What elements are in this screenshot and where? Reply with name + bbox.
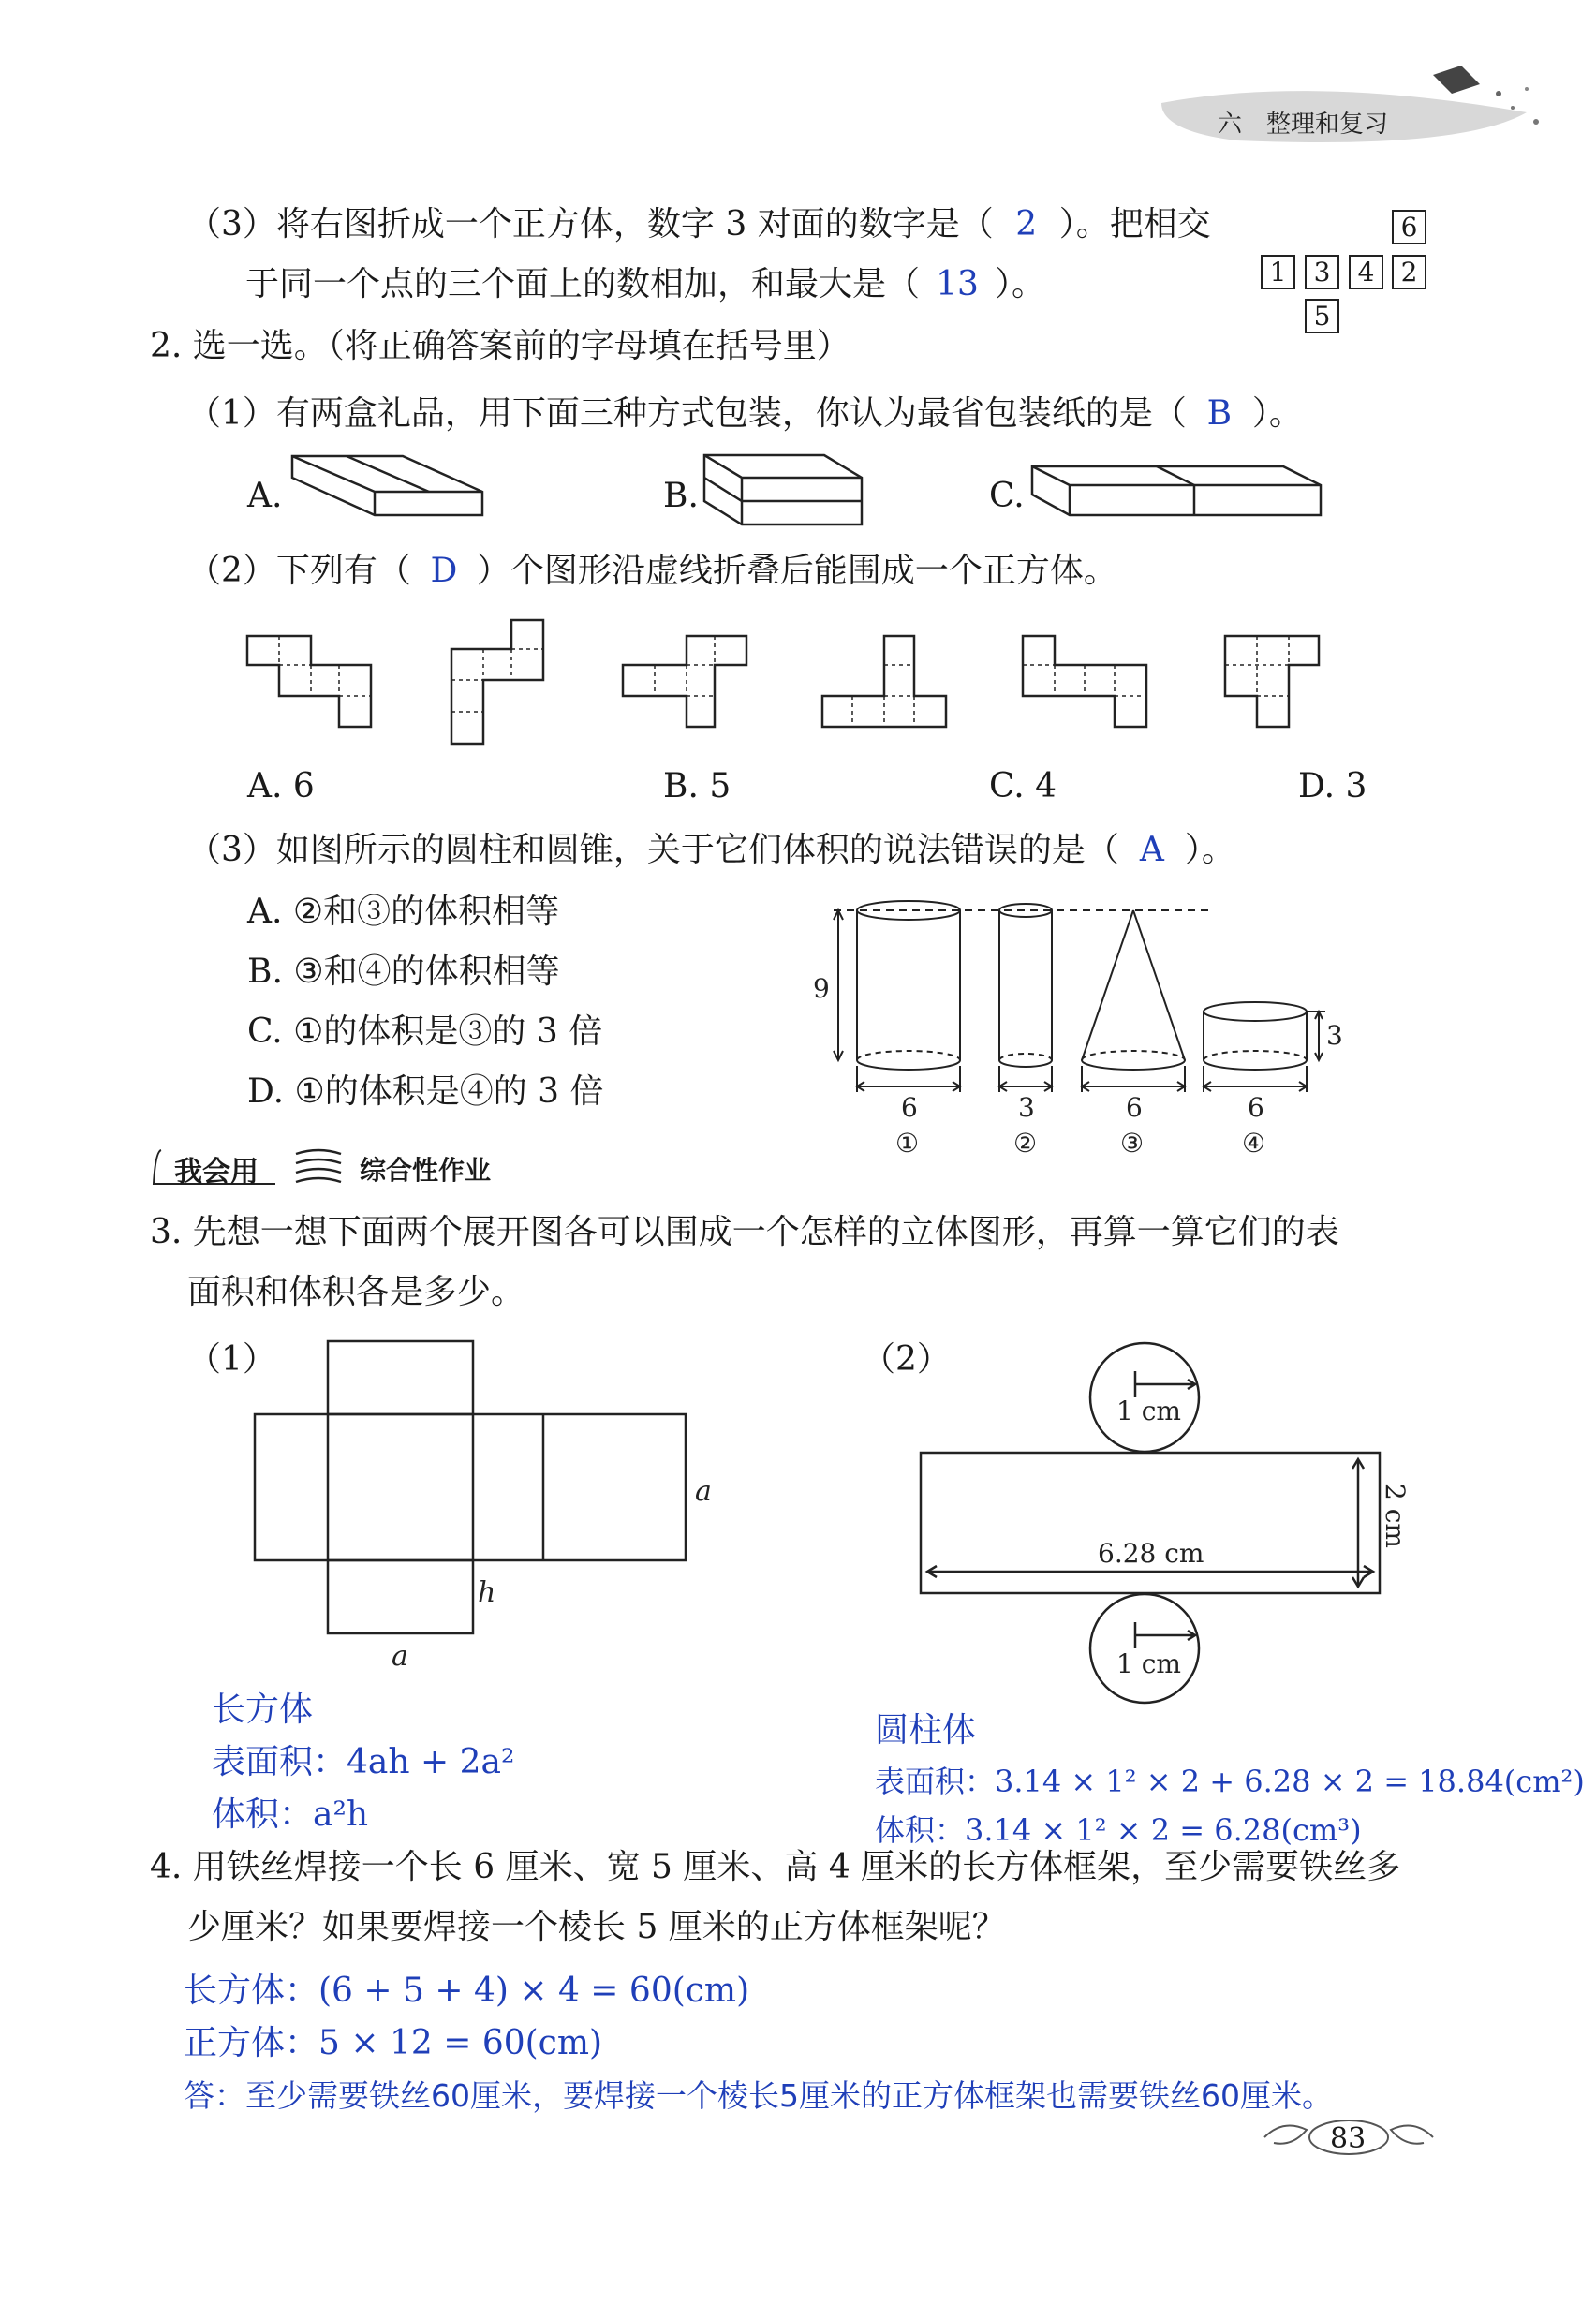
net-figure-2 (450, 618, 548, 749)
q3-line1: 3. 先想一想下面两个展开图各可以围成一个怎样的立体图形，再算一算它们的表 (150, 1213, 1339, 1251)
net-figure-5 (1021, 634, 1152, 732)
section-badge: 我会用 (174, 1156, 259, 1189)
q2-3-question: （3）如图所示的圆柱和圆锥，关于它们体积的说法错误的是（ A ）。 (187, 831, 1235, 869)
q2-2-option-b: B. 5 (663, 767, 732, 805)
q3-1-label: （1） (187, 1340, 276, 1379)
q2-2-answer: D (430, 552, 458, 590)
label-diameter-4: 6 (1248, 1092, 1264, 1123)
q4-line2: 少厘米？如果要焊接一个棱长 5 厘米的正方体框架呢？ (187, 1908, 1006, 1946)
page-number: 83 (1330, 2122, 1367, 2155)
q3-2-label: （2） (862, 1340, 951, 1379)
q2-1-question: （1）有两盒礼品，用下面三种方式包装，你认为最省包装纸的是（ B ）。 (187, 394, 1303, 433)
q1-3-line1: （3）将右图折成一个正方体，数字 3 对面的数字是（ 2 ）。把相交 (187, 205, 1211, 244)
net-cell-5: 5 (1305, 299, 1339, 333)
section-title: 综合性作业 (360, 1155, 492, 1186)
q3-1-answer-surface: 表面积：4ah + 2a² (212, 1743, 515, 1781)
q2-2-option-d: D. 3 (1298, 767, 1367, 805)
label-mark-2: ② (1013, 1128, 1038, 1159)
net-cell-2: 2 (1392, 255, 1426, 289)
net-figure-1 (245, 634, 377, 732)
cylinder-cone-figure (805, 890, 1349, 1161)
label-diameter-2: 3 (1018, 1092, 1035, 1123)
q3-2-answer-shape: 圆柱体 (875, 1711, 977, 1750)
net-cell-3: 3 (1305, 255, 1339, 289)
q2-1-option-a: A. (247, 477, 283, 515)
label-length: 6.28 cm (1098, 1538, 1204, 1569)
q2-3-option-c: C. ①的体积是③的 3 倍 (247, 1012, 603, 1051)
header-decoration (1124, 37, 1574, 169)
label-mark-3: ③ (1120, 1128, 1145, 1159)
q2-title: 2. 选一选。（将正确答案前的字母填在括号里） (150, 327, 850, 365)
label-height-9: 9 (813, 973, 830, 1004)
q4-answer-cube: 正方体：5 × 12 = 60(cm) (184, 2024, 603, 2062)
q2-2-option-c: C. 4 (989, 767, 1057, 805)
label-a-side: a (695, 1475, 712, 1508)
q2-3-option-b: B. ③和④的体积相等 (247, 953, 560, 991)
package-b-figure (702, 450, 880, 534)
cylinder-net-figure (918, 1339, 1442, 1714)
label-diameter-1: 6 (901, 1092, 918, 1123)
q1-3-line2: 于同一个点的三个面上的数相加，和最大是（ 13 ）。 (245, 265, 1046, 303)
q3-1-answer-shape: 长方体 (212, 1691, 314, 1729)
label-height-2cm: 2 cm (1380, 1484, 1411, 1548)
label-a-bottom: a (392, 1640, 408, 1673)
q2-3-option-d: D. ①的体积是④的 3 倍 (247, 1072, 604, 1111)
q2-2-question: （2）下列有（ D ）个图形沿虚线折叠后能围成一个正方体。 (187, 552, 1117, 590)
net-figure-4 (820, 634, 952, 732)
package-a-figure (290, 445, 496, 529)
label-height-3: 3 (1326, 1020, 1343, 1051)
q3-1-answer-volume: 体积：a²h (212, 1795, 369, 1834)
q3-2-answer-volume: 体积：3.14 × 1² × 2 = 6.28(cm³) (875, 1812, 1362, 1848)
q4-answer-final: 答：至少需要铁丝60厘米，要焊接一个棱长5厘米的正方体框架也需要铁丝60厘米。 (184, 2077, 1333, 2114)
q4-line1: 4. 用铁丝焊接一个长 6 厘米、宽 5 厘米、高 4 厘米的长方体框架，至少需要铁丝多 (150, 1848, 1401, 1886)
net-cell-1: 1 (1261, 255, 1295, 289)
label-h: h (478, 1576, 496, 1609)
q1-3-answer1: 2 (1015, 205, 1038, 244)
package-c-figure (1030, 459, 1330, 524)
chapter-label: 六 整理和复习 (1218, 111, 1389, 139)
net-cell-6: 6 (1392, 210, 1426, 244)
label-mark-4: ④ (1242, 1128, 1266, 1159)
q2-1-option-c: C. (989, 477, 1025, 515)
q2-2-option-a: A. 6 (247, 767, 315, 805)
books-icon (292, 1145, 347, 1189)
q3-line2: 面积和体积各是多少。 (187, 1273, 525, 1311)
q2-1-option-b: B. (663, 477, 699, 515)
net-figure-3 (621, 634, 752, 732)
q2-1-answer: B (1206, 394, 1233, 433)
label-radius-bottom: 1 cm (1116, 1648, 1181, 1679)
net-figure-6 (1223, 634, 1326, 732)
q3-2-answer-surface: 表面积：3.14 × 1² × 2 + 6.28 × 2 = 18.84(cm²) (875, 1764, 1585, 1799)
net-cell-4: 4 (1349, 255, 1383, 289)
label-mark-1: ① (895, 1128, 920, 1159)
q1-3-answer2: 13 (936, 265, 979, 303)
q2-3-option-a: A. ②和③的体积相等 (247, 893, 560, 931)
q4-answer-cuboid: 长方体：(6 + 5 + 4) × 4 = 60(cm) (184, 1972, 750, 2010)
cuboid-net-figure (253, 1339, 712, 1673)
label-radius-top: 1 cm (1116, 1396, 1181, 1426)
label-diameter-3: 6 (1126, 1092, 1143, 1123)
q2-3-answer: A (1139, 831, 1164, 869)
